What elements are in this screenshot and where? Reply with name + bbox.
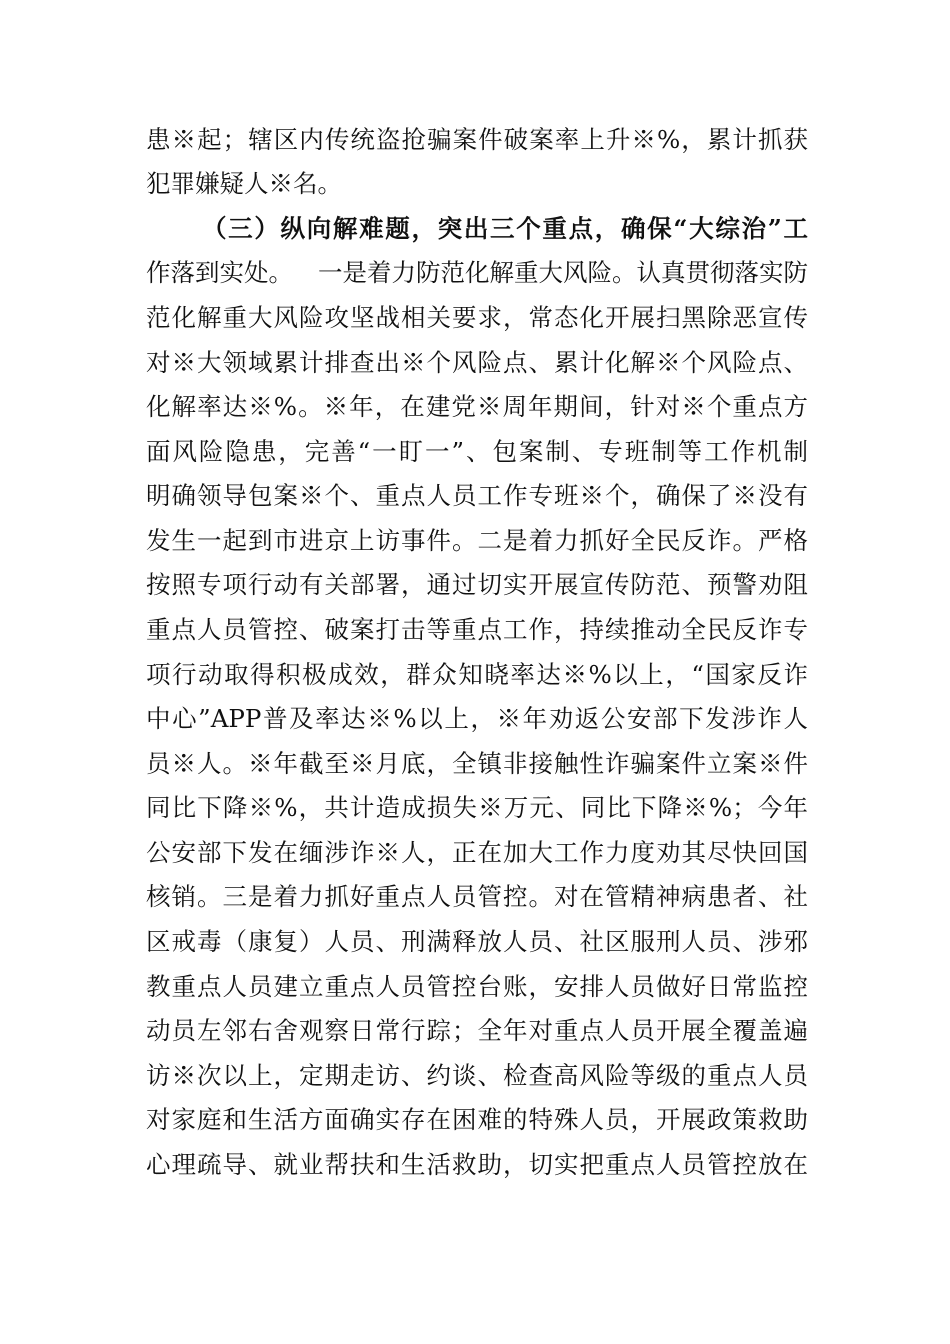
text-line-15: 同比下降※%，共计造成损失※万元、同比下降※%；今年 xyxy=(146,793,808,822)
text-line-22: 对家庭和生活方面确实存在困难的特殊人员，开展政策救助 xyxy=(146,1105,808,1134)
text-line-4: 范化解重大风险攻坚战相关要求，常态化开展扫黑除恶宣传 xyxy=(146,303,808,332)
text-line-21: 访※次以上，定期走访、约谈、检查高风险等级的重点人员 xyxy=(146,1061,808,1090)
text-line-2: 犯罪嫌疑人※名。 xyxy=(146,169,342,198)
section-heading-line-2: 作落到实处。 xyxy=(146,258,293,287)
text-line-1: 患※起；辖区内传统盗抢骗案件破案率上升※%，累计抓获 xyxy=(146,125,808,154)
text-line-18: 区戒毒（康复）人员、刑满释放人员、社区服刑人员、涉邪 xyxy=(146,927,808,956)
text-line-11: 重点人员管控、破案打击等重点工作，持续推动全民反诈专 xyxy=(146,615,808,644)
text-line-19: 教重点人员建立重点人员管控台账，安排人员做好日常监控 xyxy=(146,972,808,1001)
text-line-20: 动员左邻右舍观察日常行踪；全年对重点人员开展全覆盖遍 xyxy=(146,1016,808,1045)
text-line-14: 员※人。※年截至※月底，全镇非接触性诈骗案件立案※件 xyxy=(146,749,808,778)
text-line-6: 化解率达※%。※年，在建党※周年期间，针对※个重点方 xyxy=(146,392,808,421)
text-line-23: 心理疏导、就业帮扶和生活救助，切实把重点人员管控放在 xyxy=(146,1150,808,1179)
text-line-5: 对※大领域累计排查出※个风险点、累计化解※个风险点、 xyxy=(146,348,808,377)
text-line-3: 一是着力防范化解重大风险。认真贯彻落实防 xyxy=(318,258,808,287)
text-line-9: 发生一起到市进京上访事件。二是着力抓好全民反诈。严格 xyxy=(146,526,808,555)
text-line-13: 中心”APP普及率达※%以上，※年劝返公安部下发涉诈人 xyxy=(146,704,808,733)
text-line-12: 项行动取得积极成效，群众知晓率达※%以上，“国家反诈 xyxy=(146,660,808,689)
text-line-7: 面风险隐患，完善“一盯一”、包案制、专班制等工作机制 xyxy=(146,437,808,466)
text-line-10: 按照专项行动有关部署，通过切实开展宣传防范、预警劝阻 xyxy=(146,570,808,599)
text-line-8: 明确领导包案※个、重点人员工作专班※个，确保了※没有 xyxy=(146,481,808,510)
section-heading-line-1: （三）纵向解难题，突出三个重点，确保“大综治”工 xyxy=(202,214,808,243)
text-line-17: 核销。三是着力抓好重点人员管控。对在管精神病患者、社 xyxy=(146,882,808,911)
text-line-16: 公安部下发在缅涉诈※人，正在加大工作力度劝其尽快回国 xyxy=(146,838,808,867)
